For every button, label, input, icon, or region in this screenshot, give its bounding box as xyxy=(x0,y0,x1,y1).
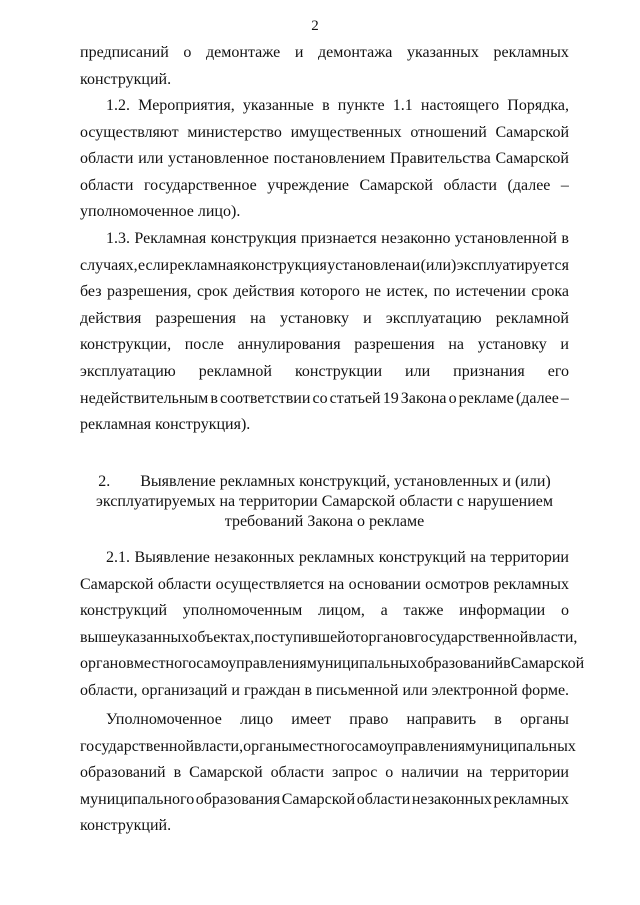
word: муниципальных xyxy=(306,655,418,673)
word: статьей xyxy=(329,389,381,407)
word: информации xyxy=(459,602,546,620)
word: в xyxy=(173,764,182,782)
word: в xyxy=(304,681,313,699)
word: власти, xyxy=(528,628,578,646)
word: незаконных xyxy=(214,549,295,566)
word: Порядка, xyxy=(507,97,569,114)
word: местного xyxy=(133,655,197,673)
word: от xyxy=(345,628,361,646)
word: запрос xyxy=(332,764,378,782)
word: государственное xyxy=(144,176,257,194)
word: Закона xyxy=(400,389,447,407)
word: аннулирования xyxy=(237,336,341,354)
text-line xyxy=(80,199,569,226)
word: или xyxy=(405,362,431,380)
word: 1.2. xyxy=(106,97,130,114)
word: в xyxy=(494,711,502,728)
word: эксплуатацию xyxy=(80,362,176,380)
word: конструкций. xyxy=(80,70,172,88)
word: или xyxy=(402,681,428,699)
word: на xyxy=(448,336,465,354)
word: истечении xyxy=(455,283,526,301)
word: конструкции, xyxy=(80,336,172,354)
word: 1.1 xyxy=(392,97,413,114)
word: Самарской xyxy=(495,123,569,141)
word: области xyxy=(157,575,212,593)
word: конструкций. xyxy=(80,817,172,835)
text-line xyxy=(80,598,569,625)
word: наличии xyxy=(401,764,459,782)
word: его xyxy=(547,362,569,380)
paragraph-1-2 xyxy=(80,93,569,226)
word: срок xyxy=(196,283,228,301)
word: власти, xyxy=(194,737,244,755)
text-line xyxy=(80,412,569,439)
word: области xyxy=(80,150,134,168)
word: области, xyxy=(80,681,138,699)
word: установку xyxy=(279,309,350,327)
word: органы xyxy=(243,737,293,755)
word: в xyxy=(322,97,330,114)
word: органов xyxy=(80,655,134,673)
word: самоуправления xyxy=(196,655,307,673)
text-line xyxy=(80,93,569,120)
word: действия xyxy=(233,283,295,301)
word: Самарской xyxy=(281,790,356,808)
text-line xyxy=(80,545,569,572)
section-2-heading-line-2: эксплуатируемых на территории Самарской области с нарушением xyxy=(95,493,554,510)
word: признания xyxy=(453,362,525,380)
word: рекламной xyxy=(198,362,272,380)
section-2-heading-line-1 xyxy=(80,472,569,492)
text-line xyxy=(80,226,569,253)
word: муниципальных xyxy=(465,737,576,755)
word: без xyxy=(80,283,102,301)
word: области xyxy=(80,176,134,194)
word: самоуправления xyxy=(354,737,466,755)
word: организаций xyxy=(141,681,228,699)
word: муниципального xyxy=(80,790,195,808)
word: незаконно xyxy=(381,230,451,247)
word: конструкции xyxy=(294,362,383,380)
word: осуществляют xyxy=(80,123,179,141)
word: в xyxy=(561,230,569,247)
word: и xyxy=(560,336,569,354)
paragraph-continuation xyxy=(80,40,569,93)
word: соответствии xyxy=(220,389,311,407)
word: по xyxy=(433,283,451,301)
word: в xyxy=(210,389,218,407)
word: действия xyxy=(80,309,142,327)
text-line xyxy=(80,146,569,173)
word: указанные xyxy=(242,97,314,114)
word: срока xyxy=(531,283,569,301)
word: Самарской xyxy=(359,176,433,194)
word: рекламных xyxy=(298,549,375,566)
word: образований xyxy=(80,764,166,782)
word: о xyxy=(560,602,569,620)
text-line xyxy=(80,707,569,734)
word: разрешения xyxy=(354,336,435,354)
word: Самарской xyxy=(495,150,569,168)
word: государственной xyxy=(80,737,195,755)
word: (далее xyxy=(515,389,559,407)
word: и xyxy=(231,681,240,699)
word: – xyxy=(560,389,569,407)
word: органы xyxy=(519,711,569,728)
word: 2.1. xyxy=(106,549,130,566)
word: территории xyxy=(490,764,569,782)
word: и xyxy=(363,309,372,327)
word: уполномоченное лицо). xyxy=(80,203,241,221)
section-2-heading xyxy=(80,472,569,532)
word: (далее xyxy=(507,176,551,194)
word: территории xyxy=(490,549,569,566)
word: разрешения xyxy=(155,309,236,327)
word: Уполномоченное xyxy=(106,711,222,728)
word: уполномоченным xyxy=(182,602,303,620)
word: если xyxy=(137,256,170,274)
word: которого xyxy=(300,283,360,301)
text-line xyxy=(80,651,585,678)
word: области xyxy=(356,790,411,808)
word: на xyxy=(466,764,483,782)
word: вышеуказанных xyxy=(80,628,190,646)
word: разрешения, xyxy=(107,283,192,301)
word: электронной xyxy=(431,681,518,699)
word: учреждение xyxy=(267,176,349,194)
word: рекламной xyxy=(495,309,569,327)
section-number: 2. xyxy=(98,473,111,490)
word: – xyxy=(560,176,569,194)
word: граждан xyxy=(243,681,301,699)
text-line xyxy=(80,279,569,306)
word: и xyxy=(411,256,421,274)
word: Самарской xyxy=(80,575,154,593)
text-line xyxy=(80,678,569,705)
word: недействительным xyxy=(80,389,209,407)
word: незаконных xyxy=(411,790,492,808)
word: или xyxy=(138,150,164,168)
word: конструкция xyxy=(210,230,297,247)
text-line xyxy=(80,359,569,386)
word: рекламных xyxy=(493,790,569,808)
word: письменной xyxy=(316,681,399,699)
text-line xyxy=(80,120,569,147)
text-line xyxy=(80,625,578,652)
word: лицом, xyxy=(317,602,365,620)
text-line xyxy=(80,332,569,359)
word: эксплуатируется xyxy=(456,256,569,274)
word: образования xyxy=(195,790,281,808)
word: конструкций xyxy=(80,602,168,620)
text-line xyxy=(80,760,569,787)
text-line xyxy=(80,787,569,814)
word: имущественных xyxy=(290,123,402,141)
word: образований xyxy=(417,655,504,673)
word: Правительства xyxy=(390,150,491,168)
section-title-line: Выявление рекламных конструкций, установленных и (или) xyxy=(140,473,551,490)
paragraph-2-1-second xyxy=(80,707,576,840)
word: Самарской xyxy=(510,655,585,673)
word: местного xyxy=(292,737,355,755)
word: признается xyxy=(300,230,377,247)
word: области xyxy=(270,764,325,782)
text-line xyxy=(80,253,569,280)
text-line xyxy=(80,813,569,840)
word: истек, xyxy=(386,283,429,301)
word: в xyxy=(503,655,511,673)
word: лицо xyxy=(239,711,274,728)
word: установлена xyxy=(327,256,412,274)
word: право xyxy=(349,711,389,728)
word: имеет xyxy=(291,711,332,728)
section-2-heading-line-3: требований Закона о рекламе xyxy=(224,513,425,530)
word: пункте xyxy=(337,97,385,114)
word: на xyxy=(470,549,486,566)
word: рекламная конструкция). xyxy=(80,416,251,434)
word: Самарской xyxy=(189,764,263,782)
word: основании xyxy=(348,575,421,593)
word: на xyxy=(250,309,266,327)
word: установленное xyxy=(168,150,269,168)
word: 19 xyxy=(382,389,399,407)
text-line xyxy=(80,67,569,94)
word: демонтажа xyxy=(317,44,393,61)
text-line xyxy=(80,386,569,413)
word: о xyxy=(448,389,457,407)
word: рекламе xyxy=(458,389,514,407)
word: конструкций xyxy=(378,549,466,566)
text-line xyxy=(80,572,569,599)
word: Рекламная xyxy=(134,230,207,247)
word: указанных xyxy=(406,44,479,61)
paragraph-1-3 xyxy=(80,226,569,439)
word: осмотров xyxy=(425,575,490,593)
word: случаях, xyxy=(80,256,138,274)
word: предписаний xyxy=(80,44,169,61)
word: а xyxy=(380,602,388,620)
word: Выявление xyxy=(134,549,210,566)
word: демонтаже xyxy=(206,44,281,61)
word: настоящего xyxy=(420,97,500,114)
paragraph-2-1 xyxy=(80,545,585,705)
word: установленной xyxy=(454,230,557,247)
word: отношений xyxy=(410,123,487,141)
word: поступившей xyxy=(254,628,346,646)
word: на xyxy=(328,575,345,593)
word: со xyxy=(312,389,328,407)
word: рекламных xyxy=(493,44,569,61)
word: рекламная xyxy=(169,256,241,274)
text-line xyxy=(80,734,576,761)
word: эксплуатацию xyxy=(385,309,482,327)
word: также xyxy=(403,602,444,620)
text-line xyxy=(80,40,569,67)
word: рекламных xyxy=(493,575,569,593)
word: и xyxy=(294,44,304,61)
word: о xyxy=(385,764,394,782)
page-number: 2 xyxy=(311,18,319,34)
word: Мероприятия, xyxy=(138,97,235,114)
word: государственной xyxy=(414,628,529,646)
word: о xyxy=(183,44,192,61)
word: (или) xyxy=(420,256,457,274)
word: форме. xyxy=(521,681,570,699)
word: не xyxy=(365,283,382,301)
text-line xyxy=(80,306,569,333)
word: 1.3. xyxy=(106,230,130,247)
word: конструкция xyxy=(240,256,327,274)
word: после xyxy=(184,336,224,354)
word: объектах, xyxy=(189,628,255,646)
word: направить xyxy=(406,711,477,728)
text-line xyxy=(80,173,569,200)
word: области xyxy=(443,176,497,194)
word: постановлением xyxy=(273,150,386,168)
word: министерство xyxy=(187,123,282,141)
word: установку xyxy=(477,336,547,354)
word: осуществляется xyxy=(215,575,325,593)
word: органов xyxy=(360,628,415,646)
